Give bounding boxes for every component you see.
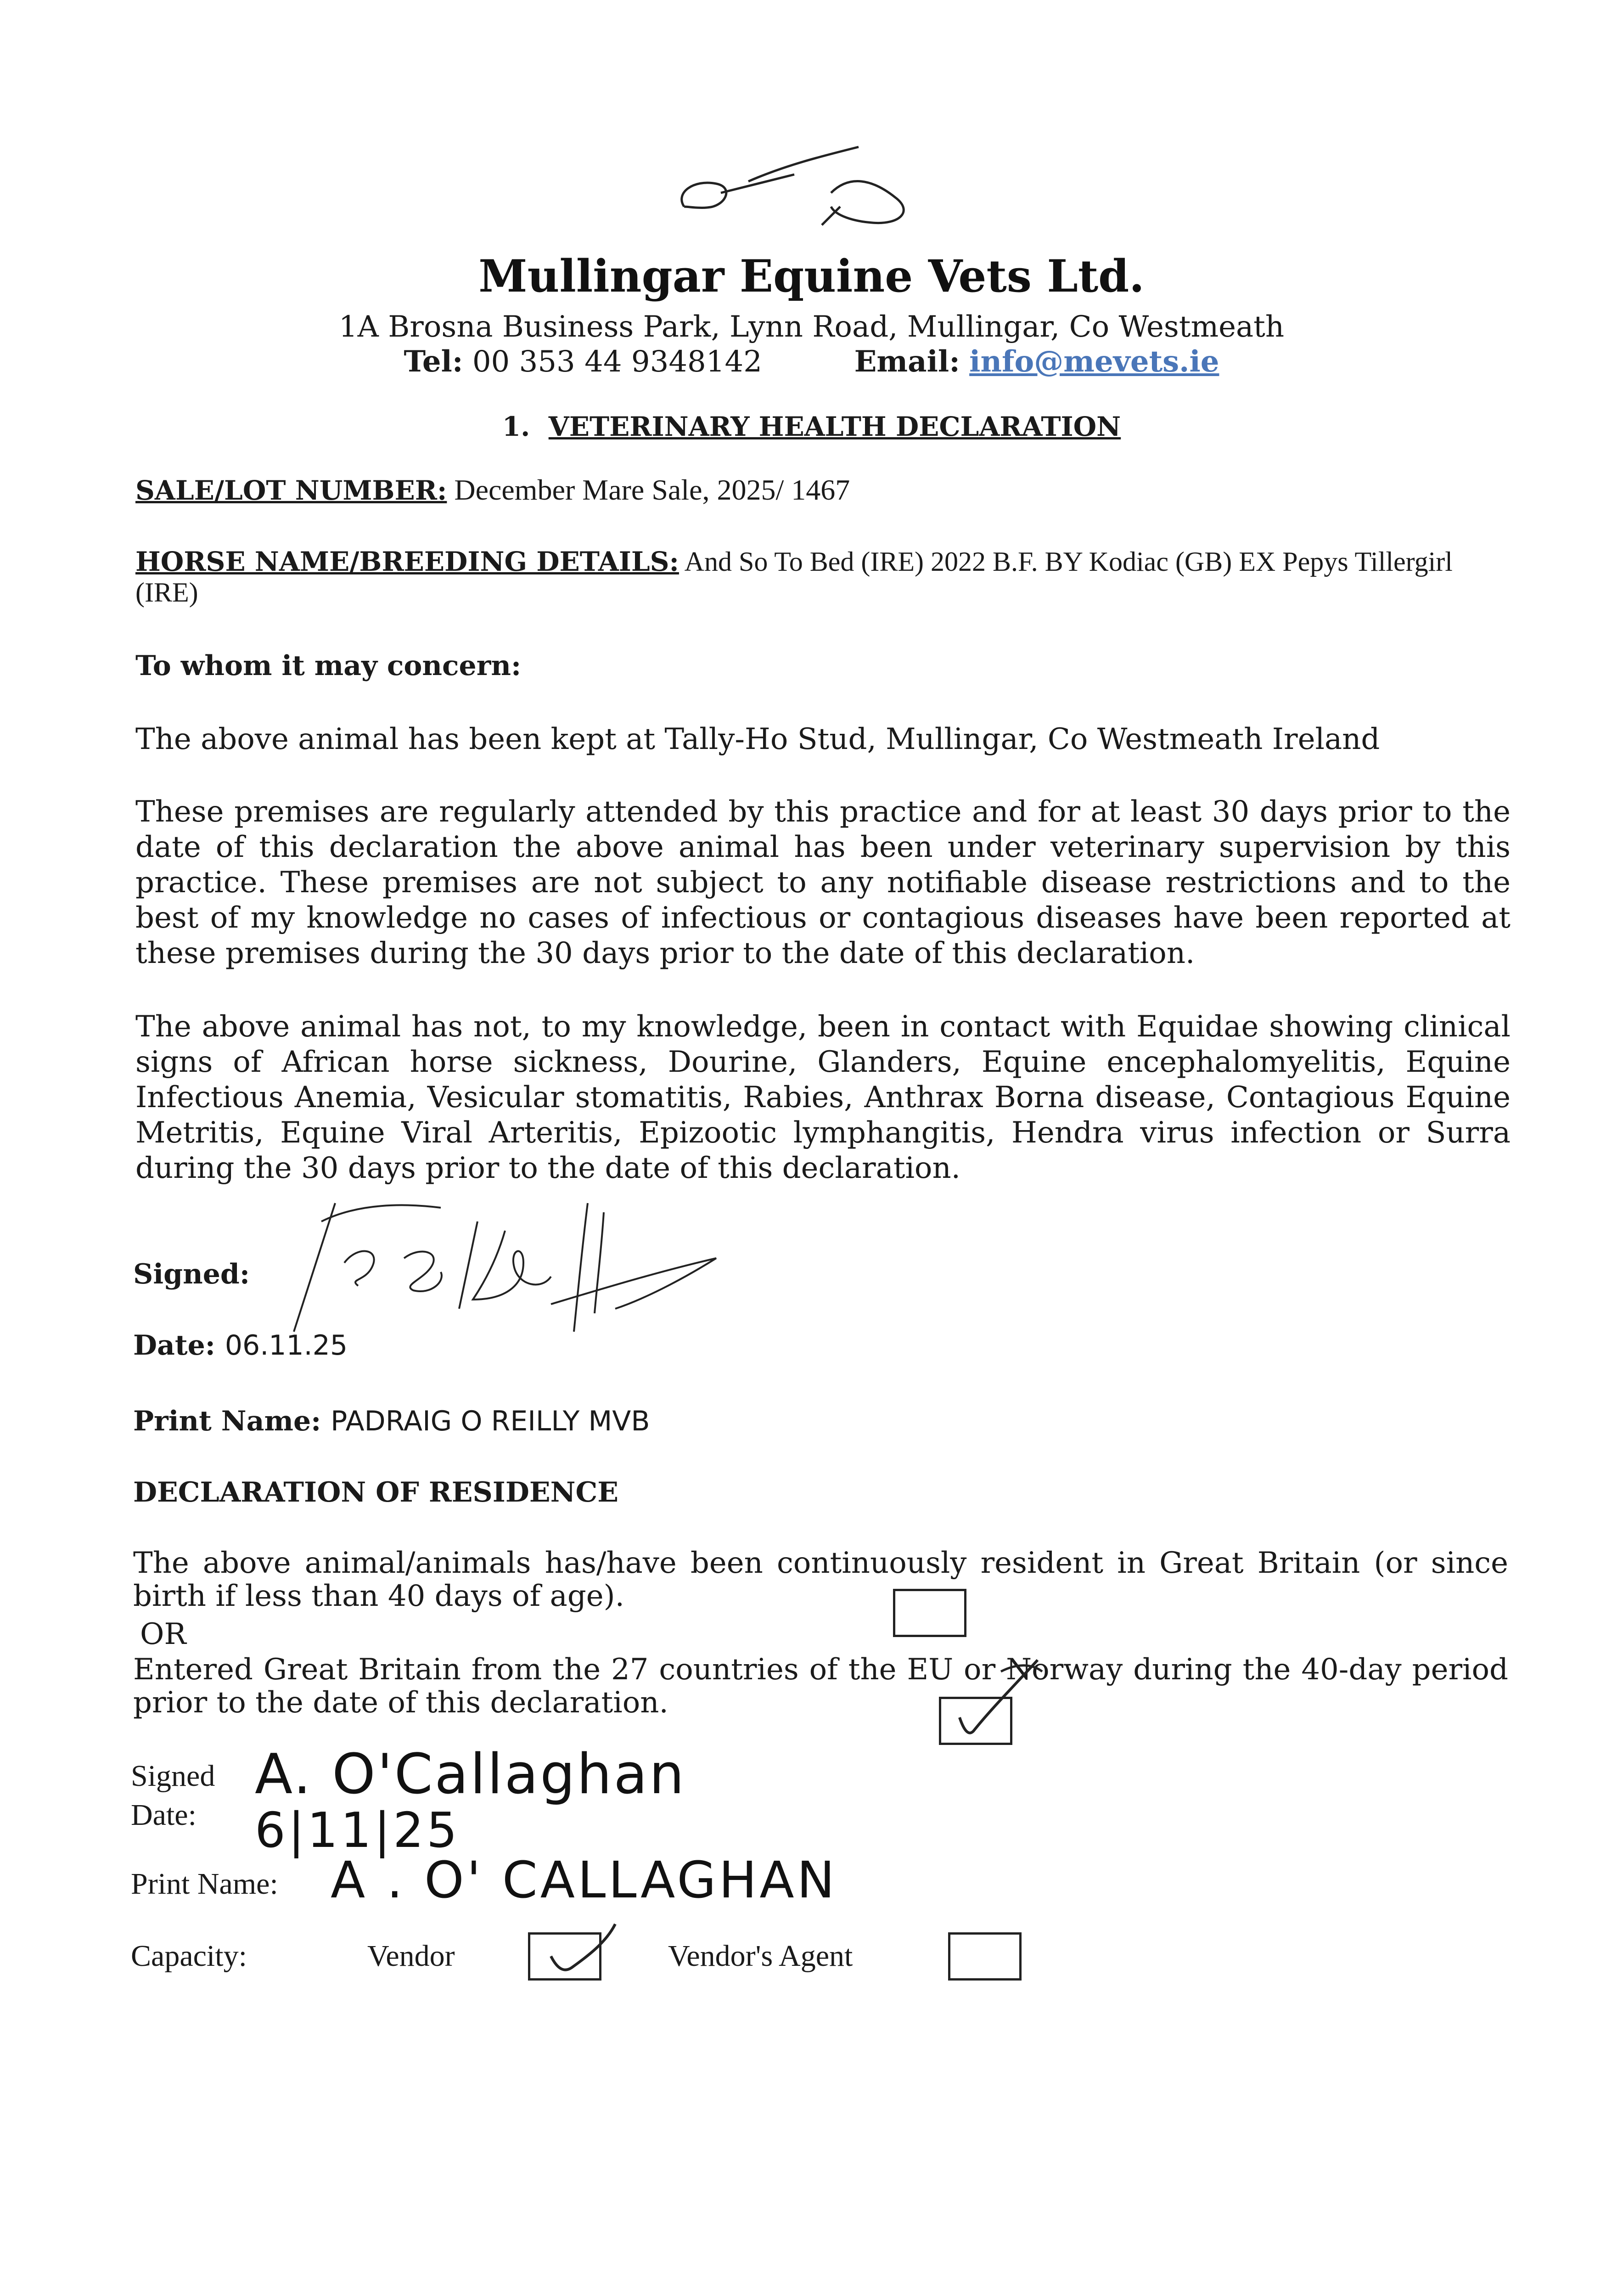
section-number: 1. <box>502 411 530 442</box>
vendor-label: Vendor <box>367 1939 455 1973</box>
company-address: 1A Brosna Business Park, Lynn Road, Mullingar, Co Westmeath <box>338 310 1285 344</box>
vet-print-name-line <box>133 1405 650 1437</box>
email-label: Email: <box>854 344 960 379</box>
vet-date-line <box>133 1329 348 1362</box>
contact-line <box>0 344 1623 379</box>
horse-logo-icon <box>657 138 955 243</box>
contact-disease-paragraph: The above animal has not, to my knowledge, been in contact with Equidae showing clinical signs of African horse sickness, Dourine, Glanders, Equine encephalomyelitis, Equine Infectious Anemia, Vesicular stomatitis, Rabies, Anthrax Borna disease, Contagious Equine Metritis, Equine Viral Arteritis, Epizootic lymphangitis, Hendra virus infection or Surra during the 30 days prior to the date of this declaration. <box>135 1010 1511 1185</box>
salutation: To whom it may concern: <box>135 650 522 682</box>
vendor-checkbox[interactable] <box>528 1932 601 1981</box>
horse-details-label: HORSE NAME/BREEDING DETAILS: <box>135 546 679 577</box>
vet-print-name-label: Print Name: <box>133 1405 321 1437</box>
owner-date-label: Date: <box>131 1798 197 1832</box>
sale-lot-label: SALE/LOT NUMBER: <box>135 475 447 506</box>
owner-print-name-label: Print Name: <box>131 1867 278 1901</box>
horse-details-value: And So To Bed (IRE) 2022 B.F. BY Kodiac (GB) EX Pepys Tillergirl (IRE) <box>135 546 1453 608</box>
residence-title: DECLARATION OF RESIDENCE <box>133 1476 618 1508</box>
vendors-agent-label: Vendor's Agent <box>668 1939 853 1973</box>
capacity-label: Capacity: <box>131 1939 247 1973</box>
section-heading: VETERINARY HEALTH DECLARATION <box>548 411 1121 442</box>
section-title <box>0 411 1623 442</box>
or-label: OR <box>140 1617 186 1651</box>
company-name: Mullingar Equine Vets Ltd. <box>478 250 1145 302</box>
option-2-checkbox[interactable] <box>939 1697 1012 1745</box>
vet-date-label: Date: <box>133 1329 215 1362</box>
sale-lot-value: December Mare Sale, 2025/ 1467 <box>454 473 850 506</box>
premises-paragraph: These premises are regularly attended by this practice and for at least 30 days prior to the date of this declaration the above animal has been under veterinary supervision by this practice. These premises are not subject to any notifiable disease restrictions and to the best of my knowledge no cases of infectious or contagious diseases have been reported at these premises during the 30 days prior to the date of this declaration. <box>135 795 1511 970</box>
owner-date-value: 6|11|25 <box>255 1802 460 1858</box>
owner-signature: A. O'Callaghan <box>255 1743 686 1806</box>
option-1-checkbox[interactable] <box>893 1589 966 1637</box>
horse-details-line <box>135 546 1508 608</box>
vet-date-value: 06.11.25 <box>225 1329 348 1362</box>
residence-option-1: The above animal/animals has/have been continuously resident in Great Britain (or since birth if less than 40 days of age). <box>133 1546 1508 1613</box>
owner-signed-label: Signed <box>131 1759 215 1793</box>
vendors-agent-checkbox[interactable] <box>948 1932 1022 1981</box>
email-link[interactable]: info@mevets.ie <box>969 344 1219 379</box>
vet-signed-label: Signed: <box>133 1258 250 1290</box>
residence-option-2: Entered Great Britain from the 27 countries of the EU or Norway during the 40-day period prior to the date of this declaration. <box>133 1653 1508 1720</box>
owner-print-name-value: A . O' CALLAGHAN <box>331 1851 837 1909</box>
tel-label: Tel: <box>404 344 463 379</box>
vet-print-name-value: PADRAIG O REILLY MVB <box>331 1405 650 1437</box>
sale-lot-line <box>135 473 850 507</box>
tel-value: 00 353 44 9348142 <box>472 345 762 379</box>
kept-at-paragraph: The above animal has been kept at Tally-Ho Stud, Mullingar, Co Westmeath Ireland <box>135 722 1380 756</box>
